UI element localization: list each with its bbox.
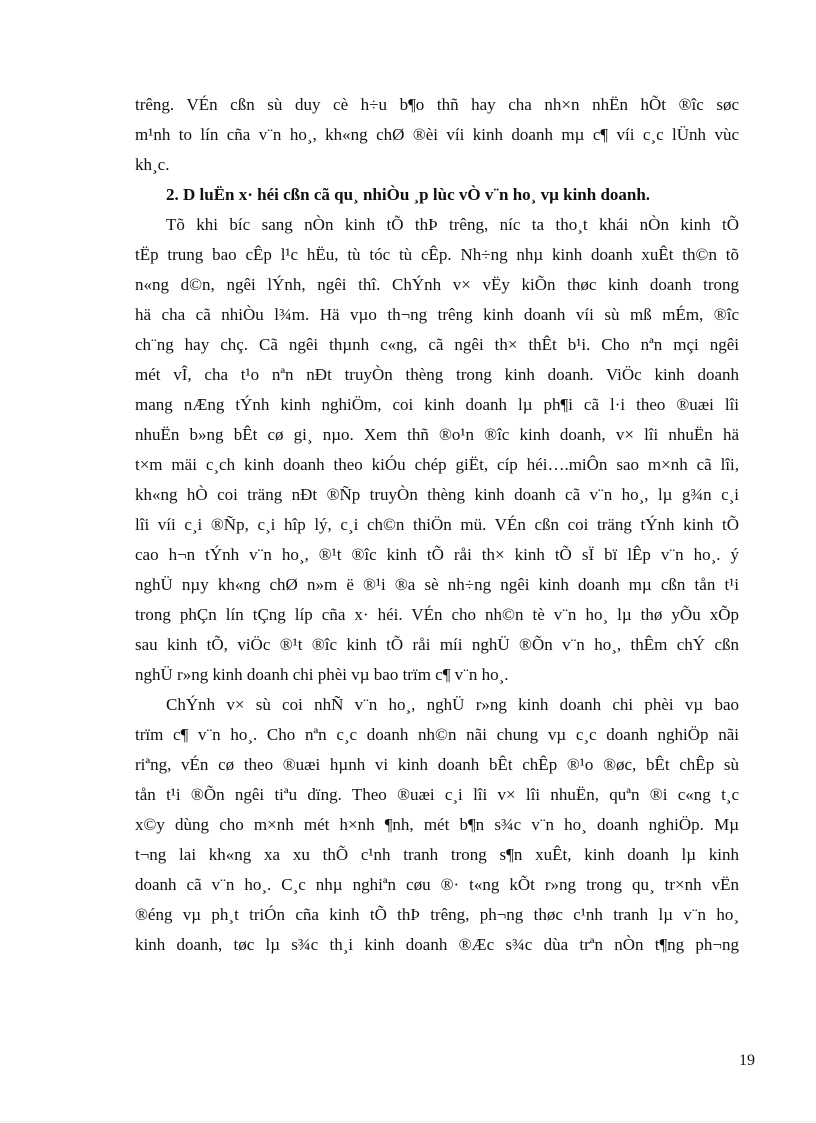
text-line: nghÜ nµy kh«ng chØ n»m ë ®¹i ®a sè nh÷ng ngêi kinh doanh mµ cßn tån t¹i (135, 575, 739, 594)
text-line: trêng. VÉn cßn sù duy cè h÷u b¶o thñ hay cha nh×n nhËn hÕt ®îc søc (135, 95, 739, 114)
text-line: cao h¬n tÝnh v¨n ho¸, ®¹t ®îc kinh tÕ råi th× kinh tÕ sÏ bï lÊp v¨n ho¸. ý (135, 545, 739, 564)
text-line: t×m mäi c¸ch kinh doanh theo kiÓu chép giËt, cíp héi….miÔn sao m×nh cã lîi, (135, 455, 739, 474)
section-heading: 2. D luËn x· héi cßn cã qu¸ nhiÒu ¸p lùc vÒ v¨n ho¸ vµ kinh doanh. (166, 185, 651, 204)
text-line: hä cha cã nhiÒu l¾m. Hä vµo th¬ng trêng kinh doanh víi sù mß mÉm, ®îc (135, 305, 739, 324)
text-line: tËp trung bao cÊp l¹c hËu, tù tóc tù cÊp. Nh÷ng nhµ kinh doanh xuÊt th©n tõ (135, 245, 739, 264)
text-line: lîi víi c¸i ®Ñp, c¸i hîp lý, c¸i ch©n thiÖn mü. VÉn cßn coi träng tÝnh kinh tÕ (135, 515, 739, 534)
text-line: ChÝnh v× sù coi nhÑ v¨n ho¸, nghÜ r»ng kinh doanh chi phèi vµ bao (166, 695, 739, 714)
text-line: t¬ng lai kh«ng xa xu thÕ c¹nh tranh trong s¶n xuÊt, kinh doanh lµ kinh (135, 845, 739, 864)
text-line: trong phÇn lín tÇng líp cña x· héi. VÉn cho nh©n tè v¨n ho¸ lµ thø yÕu xÕp (135, 605, 739, 624)
text-line: kh¸c. (135, 155, 170, 174)
text-line: riªng, vÉn cø theo ®uæi hµnh vi kinh doanh bÊt chÊp ®¹o ®øc, bÊt chÊp sù (135, 755, 739, 774)
text-line: kinh doanh, tøc lµ s¾c th¸i kinh doanh ®Æc s¾c dùa trªn nÒn t¶ng ph¬ng (135, 935, 739, 954)
text-line: ®éng vµ ph¸t triÓn cña kinh tÕ thÞ trêng, ph¬ng thøc c¹nh tranh lµ v¨n ho¸ (135, 905, 739, 924)
text-line: ch¨ng hay chç. Cã ngêi thµnh c«ng, cã ngêi th× thÊt b¹i. Cho nªn mçi ngêi (135, 335, 739, 354)
page-bottom-edge (0, 1121, 816, 1122)
text-line: m¹nh to lín cña v¨n ho¸, kh«ng chØ ®èi víi kinh doanh mµ c¶ víi c¸c lÜnh vùc (135, 125, 739, 144)
text-line: nghÜ r»ng kinh doanh chi phèi vµ bao trïm c¶ v¨n ho¸. (135, 665, 509, 684)
page-number: 19 (739, 1052, 755, 1069)
text-line: mét vÎ, cha t¹o nªn nÐt truyÒn thèng trong kinh doanh. ViÖc kinh doanh (135, 365, 739, 384)
text-line: doanh cã v¨n ho¸. C¸c nhµ nghiªn cøu ®· t«ng kÕt r»ng trong qu¸ tr×nh vËn (135, 875, 739, 894)
text-line: tån t¹i ®Õn ngêi tiªu dïng. Theo ®uæi c¸i lîi v× lîi nhuËn, quªn ®i c«ng t¸c (135, 785, 739, 804)
text-line: x©y dùng cho m×nh mét h×nh ¶nh, mét b¶n s¾c v¨n ho¸ doanh nghiÖp. Mµ (135, 815, 739, 834)
text-line: n«ng d©n, ngêi lÝnh, ngêi thî. ChÝnh v× vËy kiÕn thøc kinh doanh trong (135, 275, 739, 294)
text-line: kh«ng hÒ coi träng nÐt ®Ñp truyÒn thèng kinh doanh cã v¨n ho¸, lµ g¾n c¸i (135, 485, 739, 504)
body-text (135, 90, 739, 960)
text-line: sau kinh tÕ, viÖc ®¹t ®îc kinh tÕ råi míi nghÜ ®Õn v¨n ho¸, thÊm chÝ cßn (135, 635, 739, 654)
text-line: Tõ khi bíc sang nÒn kinh tÕ thÞ trêng, níc ta tho¸t khái nÒn kinh tÕ (166, 215, 739, 234)
text-line: trïm c¶ v¨n ho¸. Cho nªn c¸c doanh nh©n nãi chung vµ c¸c doanh nghiÖp nãi (135, 725, 739, 744)
text-line: nhuËn b»ng bÊt cø gi¸ nµo. Xem thñ ®o¹n ®îc kinh doanh, v× lîi nhuËn hä (135, 425, 739, 444)
text-line: mang nÆng tÝnh kinh nghiÖm, coi kinh doanh lµ ph¶i cã l·i theo ®uæi lîi (135, 395, 739, 414)
